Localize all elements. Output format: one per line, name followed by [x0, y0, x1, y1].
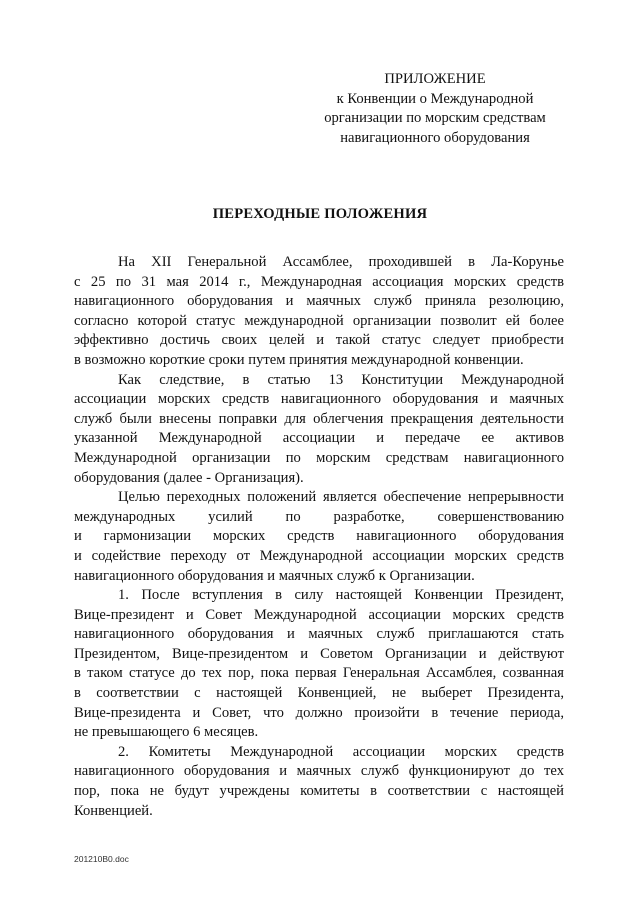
paragraph-4: [74, 586, 564, 743]
text-line: указанной Международной ассоциации и передаче ее активов: [74, 430, 564, 447]
text-line: навигационного оборудования и маячных служб приглашаются стать: [74, 626, 564, 643]
text-line: Международной организации по морским средствам навигационного: [74, 449, 564, 466]
annex-line: ПРИЛОЖЕНИЕ: [384, 71, 486, 87]
file-name-footer: 201210B0.doc: [74, 854, 129, 864]
text-line: служб были внесены поправки для облегчения прекращения деятельности: [74, 410, 564, 427]
text-line: с 25 по 31 мая 2014 г., Международная ассоциация морских средств: [74, 273, 564, 290]
document-title: ПЕРЕХОДНЫЕ ПОЛОЖЕНИЯ: [212, 206, 428, 222]
annex-line: организации по морским средствам: [324, 110, 546, 127]
text-line: пор, пока не будут учреждены комитеты в соответствии с настоящей: [74, 783, 564, 800]
text-line: в соответствии с настоящей Конвенцией, не выберет Президента,: [74, 685, 564, 702]
text-line: оборудования (далее - Организация).: [74, 469, 304, 486]
text-line: навигационного оборудования и маячных служб приняла резолюцию,: [74, 293, 564, 310]
paragraph-5: [74, 743, 564, 821]
text-line: международных усилий по разработке, совершенствованию: [74, 508, 564, 525]
text-line: 1. После вступления в силу настоящей Конвенции Президент,: [118, 587, 564, 604]
text-line: и гармонизации морских средств навигационного оборудования: [74, 528, 564, 545]
text-line: ассоциации морских средств навигационного оборудования и маячных: [74, 391, 564, 408]
text-line: в таком статусе до тех пор, пока первая Генеральная Ассамблея, созванная: [74, 665, 564, 682]
document-body: [74, 253, 564, 821]
annex-line: к Конвенции о Международной: [336, 90, 534, 107]
annex-line: навигационного оборудования: [340, 129, 530, 146]
annex-header: [300, 70, 570, 148]
text-line: Вице-президента и Совет, что должно произойти в течение периода,: [74, 704, 564, 721]
text-line: не превышающего 6 месяцев.: [74, 724, 259, 741]
text-line: 2. Комитеты Международной ассоциации морских средств: [118, 743, 564, 760]
text-line: и содействие переходу от Международной ассоциации морских средств: [74, 547, 564, 564]
text-line: эффективно достичь своих целей и такой статус следует приобрести: [74, 332, 564, 349]
text-line: согласно которой статус международной организации позволит ей более: [74, 312, 564, 329]
text-line: На XII Генеральной Ассамблее, проходившей в Ла-Корунье: [118, 254, 564, 270]
text-line: навигационного оборудования и маячных служб функционируют до тех: [74, 763, 564, 780]
text-line: Президентом, Вице-президентом и Советом Организации и действуют: [74, 645, 564, 662]
paragraph-2: [74, 371, 564, 489]
text-line: Вице-президент и Совет Международной ассоциации морских средств: [74, 606, 564, 623]
text-line: Целью переходных положений является обеспечение непрерывности: [118, 489, 564, 506]
text-line: Конвенцией.: [74, 802, 153, 819]
text-line: навигационного оборудования и маячных служб к Организации.: [74, 567, 475, 584]
text-line: Как следствие, в статью 13 Конституции Международной: [118, 371, 564, 388]
paragraph-1: [74, 253, 564, 371]
text-line: в возможно короткие сроки путем принятия международной конвенции.: [74, 351, 524, 368]
paragraph-3: [74, 488, 564, 586]
